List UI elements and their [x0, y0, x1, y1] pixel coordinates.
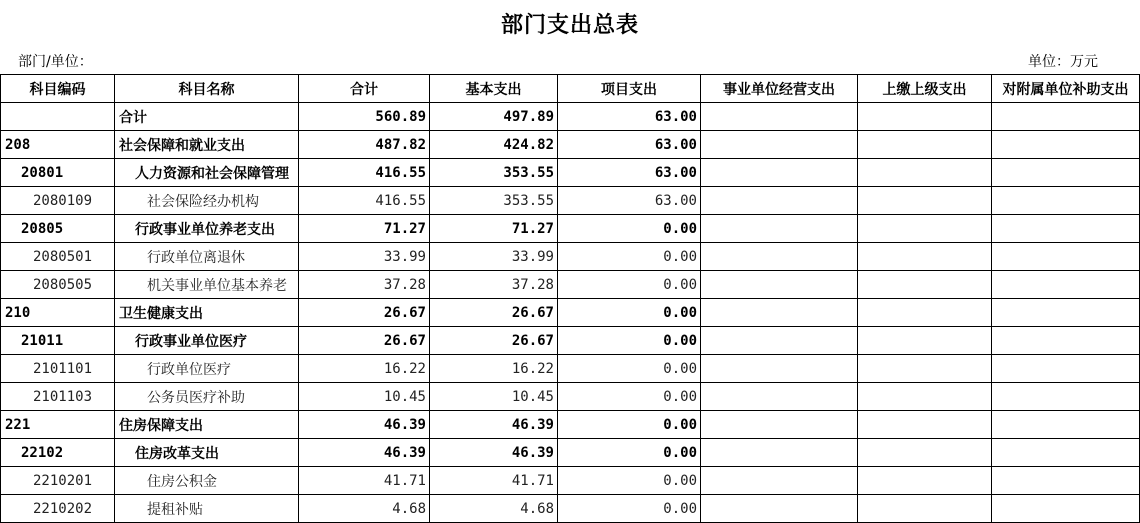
- cell-project: 0.00: [558, 243, 701, 271]
- cell-project: 0.00: [558, 299, 701, 327]
- cell-project: 0.00: [558, 327, 701, 355]
- cell-business: [701, 327, 858, 355]
- cell-basic: 41.71: [430, 467, 558, 495]
- cell-project: 0.00: [558, 355, 701, 383]
- cell-subsidy: [992, 439, 1140, 467]
- table-header-row: [1, 75, 1140, 103]
- cell-project: 63.00: [558, 103, 701, 131]
- cell-code: 2080501: [1, 243, 115, 271]
- cell-code: 208: [1, 131, 115, 159]
- cell-upper: [858, 327, 992, 355]
- cell-business: [701, 271, 858, 299]
- cell-upper: [858, 355, 992, 383]
- cell-subsidy: [992, 411, 1140, 439]
- cell-project: 0.00: [558, 271, 701, 299]
- table-row: [1, 243, 1140, 271]
- table-row: [1, 495, 1140, 523]
- header-subsidiary-subsidy: 对附属单位补助支出: [992, 75, 1140, 103]
- cell-subsidy: [992, 299, 1140, 327]
- table-row: [1, 299, 1140, 327]
- cell-total: 26.67: [299, 327, 430, 355]
- cell-name: 社会保险经办机构: [115, 187, 299, 215]
- cell-subsidy: [992, 243, 1140, 271]
- cell-subsidy: [992, 215, 1140, 243]
- cell-code: 2080109: [1, 187, 115, 215]
- header-project-expenditure: 项目支出: [558, 75, 701, 103]
- cell-total: 487.82: [299, 131, 430, 159]
- cell-upper: [858, 159, 992, 187]
- cell-business: [701, 103, 858, 131]
- cell-upper: [858, 299, 992, 327]
- header-subject-name: 科目名称: [115, 75, 299, 103]
- cell-business: [701, 187, 858, 215]
- cell-name: 机关事业单位基本养老: [115, 271, 299, 299]
- cell-project: 0.00: [558, 467, 701, 495]
- cell-subsidy: [992, 383, 1140, 411]
- cell-business: [701, 467, 858, 495]
- cell-business: [701, 411, 858, 439]
- department-label: 部门/单位：: [18, 54, 93, 70]
- cell-upper: [858, 439, 992, 467]
- cell-business: [701, 131, 858, 159]
- cell-subsidy: [992, 327, 1140, 355]
- cell-basic: 4.68: [430, 495, 558, 523]
- cell-total: 46.39: [299, 411, 430, 439]
- cell-basic: 26.67: [430, 299, 558, 327]
- table-row: [1, 411, 1140, 439]
- cell-name: 公务员医疗补助: [115, 383, 299, 411]
- table-row: [1, 159, 1140, 187]
- table-row: [1, 131, 1140, 159]
- unit-label: 单位：万元: [1028, 54, 1098, 70]
- cell-business: [701, 243, 858, 271]
- cell-project: 0.00: [558, 439, 701, 467]
- cell-basic: 16.22: [430, 355, 558, 383]
- cell-code: 20805: [1, 215, 115, 243]
- cell-upper: [858, 495, 992, 523]
- cell-project: 63.00: [558, 131, 701, 159]
- expenditure-table: [0, 74, 1140, 523]
- table-row: [1, 383, 1140, 411]
- table-row: [1, 467, 1140, 495]
- cell-basic: 46.39: [430, 439, 558, 467]
- table-row: [1, 439, 1140, 467]
- cell-subsidy: [992, 187, 1140, 215]
- cell-upper: [858, 411, 992, 439]
- cell-name: 行政事业单位养老支出: [115, 215, 299, 243]
- cell-business: [701, 299, 858, 327]
- cell-upper: [858, 187, 992, 215]
- cell-project: 0.00: [558, 411, 701, 439]
- cell-subsidy: [992, 159, 1140, 187]
- cell-basic: 497.89: [430, 103, 558, 131]
- page-title: 部门支出总表: [500, 13, 639, 38]
- header-upper-level-payment: 上缴上级支出: [858, 75, 992, 103]
- cell-name: 行政事业单位医疗: [115, 327, 299, 355]
- cell-subsidy: [992, 103, 1140, 131]
- cell-business: [701, 159, 858, 187]
- cell-project: 63.00: [558, 159, 701, 187]
- cell-project: 63.00: [558, 187, 701, 215]
- cell-name: 行政单位医疗: [115, 355, 299, 383]
- cell-upper: [858, 243, 992, 271]
- table-row: [1, 187, 1140, 215]
- table-row: [1, 327, 1140, 355]
- header-subject-code: 科目编码: [1, 75, 115, 103]
- cell-business: [701, 495, 858, 523]
- cell-upper: [858, 131, 992, 159]
- cell-name: 人力资源和社会保障管理: [115, 159, 299, 187]
- header-business-expenditure: 事业单位经营支出: [701, 75, 858, 103]
- cell-code: [1, 103, 115, 131]
- cell-total: 4.68: [299, 495, 430, 523]
- cell-upper: [858, 215, 992, 243]
- table-row-total: [1, 103, 1140, 131]
- cell-code: 22102: [1, 439, 115, 467]
- cell-business: [701, 215, 858, 243]
- cell-code: 2080505: [1, 271, 115, 299]
- cell-business: [701, 439, 858, 467]
- cell-total: 26.67: [299, 299, 430, 327]
- cell-project: 0.00: [558, 495, 701, 523]
- cell-total: 37.28: [299, 271, 430, 299]
- cell-upper: [858, 271, 992, 299]
- cell-code: 221: [1, 411, 115, 439]
- cell-basic: 424.82: [430, 131, 558, 159]
- cell-upper: [858, 383, 992, 411]
- cell-basic: 33.99: [430, 243, 558, 271]
- cell-subsidy: [992, 131, 1140, 159]
- cell-project: 0.00: [558, 215, 701, 243]
- cell-subsidy: [992, 271, 1140, 299]
- table-row: [1, 271, 1140, 299]
- cell-code: 20801: [1, 159, 115, 187]
- cell-subsidy: [992, 467, 1140, 495]
- cell-code: 2101101: [1, 355, 115, 383]
- cell-total: 10.45: [299, 383, 430, 411]
- cell-basic: 353.55: [430, 187, 558, 215]
- cell-name: 卫生健康支出: [115, 299, 299, 327]
- cell-business: [701, 355, 858, 383]
- table-row: [1, 215, 1140, 243]
- cell-total: 46.39: [299, 439, 430, 467]
- cell-basic: 37.28: [430, 271, 558, 299]
- cell-name: 合计: [115, 103, 299, 131]
- cell-total: 33.99: [299, 243, 430, 271]
- cell-name: 住房公积金: [115, 467, 299, 495]
- cell-subsidy: [992, 495, 1140, 523]
- cell-upper: [858, 467, 992, 495]
- cell-basic: 10.45: [430, 383, 558, 411]
- cell-code: 21011: [1, 327, 115, 355]
- cell-code: 2210202: [1, 495, 115, 523]
- cell-basic: 71.27: [430, 215, 558, 243]
- cell-code: 2101103: [1, 383, 115, 411]
- cell-name: 提租补贴: [115, 495, 299, 523]
- cell-upper: [858, 103, 992, 131]
- cell-basic: 353.55: [430, 159, 558, 187]
- table-row: [1, 355, 1140, 383]
- cell-subsidy: [992, 355, 1140, 383]
- cell-basic: 46.39: [430, 411, 558, 439]
- cell-name: 行政单位离退休: [115, 243, 299, 271]
- cell-name: 住房保障支出: [115, 411, 299, 439]
- cell-total: 416.55: [299, 159, 430, 187]
- cell-code: 2210201: [1, 467, 115, 495]
- cell-total: 416.55: [299, 187, 430, 215]
- cell-total: 560.89: [299, 103, 430, 131]
- cell-name: 社会保障和就业支出: [115, 131, 299, 159]
- cell-total: 41.71: [299, 467, 430, 495]
- cell-business: [701, 383, 858, 411]
- cell-code: 210: [1, 299, 115, 327]
- cell-total: 71.27: [299, 215, 430, 243]
- cell-name: 住房改革支出: [115, 439, 299, 467]
- cell-project: 0.00: [558, 383, 701, 411]
- header-basic-expenditure: 基本支出: [430, 75, 558, 103]
- header-total: 合计: [299, 75, 430, 103]
- cell-basic: 26.67: [430, 327, 558, 355]
- cell-total: 16.22: [299, 355, 430, 383]
